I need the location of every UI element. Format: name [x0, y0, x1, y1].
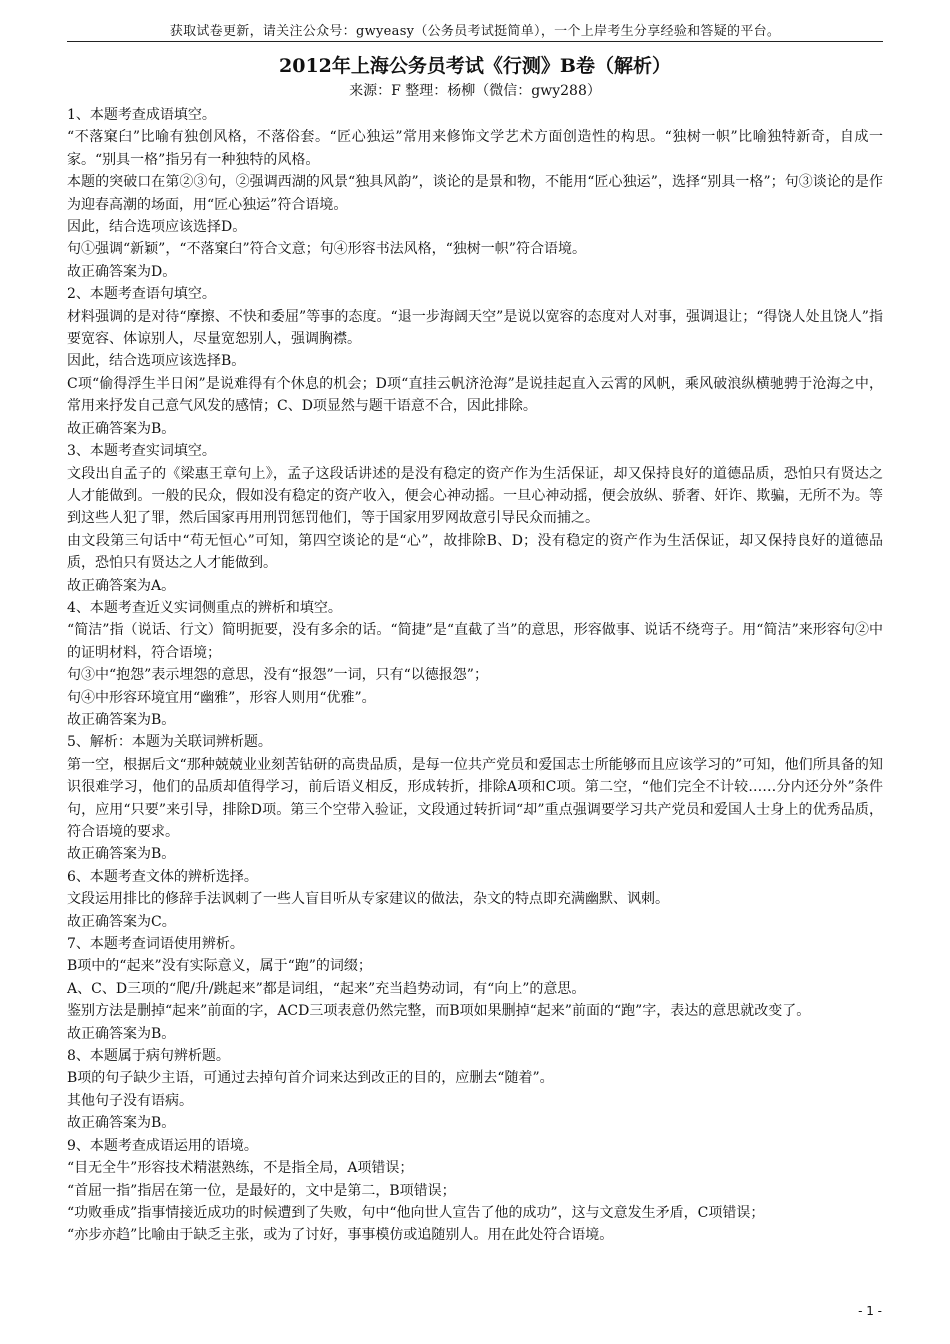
source-line: 来源：F 整理：杨柳（微信：gwy288） [349, 83, 601, 99]
paragraph: 故正确答案为B。 [67, 420, 176, 437]
paragraph: 句③中“抱怨”表示埋怨的意思，没有“报怨”一词，只有“以德报怨”； [67, 667, 488, 684]
paragraph: 8、本题属于病句辨析题。 [67, 1048, 230, 1065]
paragraph: “简洁”指（说话、行文）简明扼要，没有多余的话。“简捷”是“直截了当”的意思，形容做事、说话不绕弯子。用“简洁”来形容句②中的证明材料，符合语境； [67, 622, 883, 661]
paragraph: 故正确答案为A。 [67, 577, 176, 594]
paragraph: 文段出自孟子的《梁惠王章句上》，孟子这段话讲述的是没有稳定的资产作为生活保证，却又保持良好的道德品质，恐怕只有贤达之人才能做到。一般的民众，假如没有稳定的资产收入，便会心神动摇。一旦心神动摇，便会放纵、骄奢、奸诈、欺骗，无所不为。等到这些人犯了罪，然后国家再用刑罚惩罚他们，等于国家用罗网故意引导民众而捕之。 [67, 465, 883, 527]
paragraph: 其他句子没有语病。 [67, 1092, 193, 1109]
paragraph: 故正确答案为C。 [67, 913, 176, 930]
header-divider [67, 41, 883, 42]
paragraph: “不落窠臼”比喻有独创风格，不落俗套。“匠心独运”常用来修饰文学艺术方面创造性的构思。“独树一帜”比喻独特新奇，自成一家。“别具一格”指另有一种独特的风格。 [67, 129, 883, 168]
paragraph: “功败垂成”指事情接近成功的时候遭到了失败，句中“他向世人宣告了他的成功”，这与文意发生矛盾，C项错误； [67, 1204, 765, 1221]
paragraph: 本题的突破口在第②③句，②强调西湖的风景“独具风韵”，谈论的是景和物，不能用“匠心独运”，选择“别具一格”；句③谈论的是作为迎春高潮的场面，用“匠心独运”符合语境。 [67, 174, 883, 213]
paragraph: 因此，结合选项应该选择B。 [67, 353, 246, 370]
paragraph: 故正确答案为B。 [67, 1025, 176, 1042]
paragraph: 句④中形容环境宜用“幽雅”，形容人则用“优雅”。 [67, 689, 376, 706]
paragraph: 3、本题考查实词填空。 [67, 443, 216, 460]
paragraph: 鉴别方法是删掉“起来”前面的字，ACD三项表意仍然完整，而B项如果删掉“起来”前面的“跑”字，表达的意思就改变了。 [67, 1003, 811, 1020]
paragraph: 故正确答案为D。 [67, 263, 177, 280]
paragraph: B项的句子缺少主语，可通过去掉句首介词来达到改正的目的，应删去“随着”。 [67, 1070, 554, 1087]
paragraph: 材料强调的是对待“摩擦、不快和委屈”等事的态度。“退一步海阔天空”是说以宽容的态度对人对事，强调退让；“得饶人处且饶人”指要宽容、体谅别人，尽量宽恕别人，强调胸襟。 [67, 308, 883, 348]
paragraph: 因此，结合选项应该选择D。 [67, 219, 247, 236]
paragraph: A、C、D三项的“爬/升/跳起来”都是词组，“起来”充当趋势动词，有“向上”的意思。 [67, 980, 586, 997]
paragraph: 故正确答案为B。 [67, 711, 176, 728]
paragraph: 由文段第三句话中“苟无恒心”可知，第四空谈论的是“心”，故排除B、D；没有稳定的资产作为生活保证，却又保持良好的道德品质，恐怕只有贤达之人才能做到。 [67, 532, 883, 572]
paragraph: “亦步亦趋”比喻由于缺乏主张，或为了讨好，事事模仿或追随别人。用在此处符合语境。 [67, 1227, 614, 1244]
document-title: 2012年上海公务员考试《行测》B卷（解析） [279, 55, 671, 77]
paragraph: 文段运用排比的修辞手法讽刺了一些人盲目听从专家建议的做法，杂文的特点即充满幽默、讽刺。 [67, 891, 669, 908]
paragraph: “目无全牛”形容技术精湛熟练，不是指全局，A项错误； [67, 1160, 414, 1177]
header-note: 获取试卷更新，请关注公众号：gwyeasy（公务员考试挺简单），一个上岸考生分享经验和答疑的平台。 [169, 24, 781, 39]
paragraph: 2、本题考查语句填空。 [67, 286, 216, 303]
paragraph: 9、本题考查成语运用的语境。 [67, 1137, 258, 1154]
paragraph: 4、本题考查近义实词侧重点的辨析和填空。 [67, 599, 342, 616]
paragraph: 1、本题考查成语填空。 [67, 107, 216, 123]
paragraph: 7、本题考查词语使用辨析。 [67, 936, 244, 953]
paragraph: 故正确答案为B。 [67, 1115, 176, 1132]
paragraph: 句①强调“新颖”，“不落窠臼”符合文意；句④形容书法风格，“独树一帜”符合语境。 [67, 241, 586, 258]
paragraph: C项“偷得浮生半日闲”是说难得有个休息的机会；D项“直挂云帆济沧海”是说挂起直入云霄的风帆，乘风破浪纵横驰骋于沧海之中，常用来抒发自己意气风发的感情；C、D项显然与题干语意不合，因此排除。 [67, 375, 883, 415]
page-number: - 1 - [858, 1304, 882, 1318]
paragraph: 第一空，根据后文“那种兢兢业业刻苦钻研的高贵品质，是每一位共产党员和爱国志士所能够而且应该学习的”可知，他们所具备的知识很难学习，他们的品质却值得学习，前后语义相反，形成转折，排除A项和C项。第二空，“他们完全不计较……分内还分外”条件句，应用“只要”来引导，排除D项。第三个空带入验证，文段通过转折词“却”重点强调要学习共产党员和爱国人士身上的优秀品质，符合语境的要求。 [67, 756, 883, 840]
paragraph: “首屈一指”指居在第一位，是最好的，文中是第二，B项错误； [67, 1182, 456, 1199]
paragraph: 6、本题考查文体的辨析选择。 [67, 868, 258, 885]
document-body [67, 104, 883, 1247]
paragraph: B项中的“起来”没有实际意义，属于“跑”的词缀； [67, 958, 372, 975]
paragraph: 5、解析：本题为关联词辨析题。 [67, 734, 272, 751]
paragraph: 故正确答案为B。 [67, 846, 176, 863]
